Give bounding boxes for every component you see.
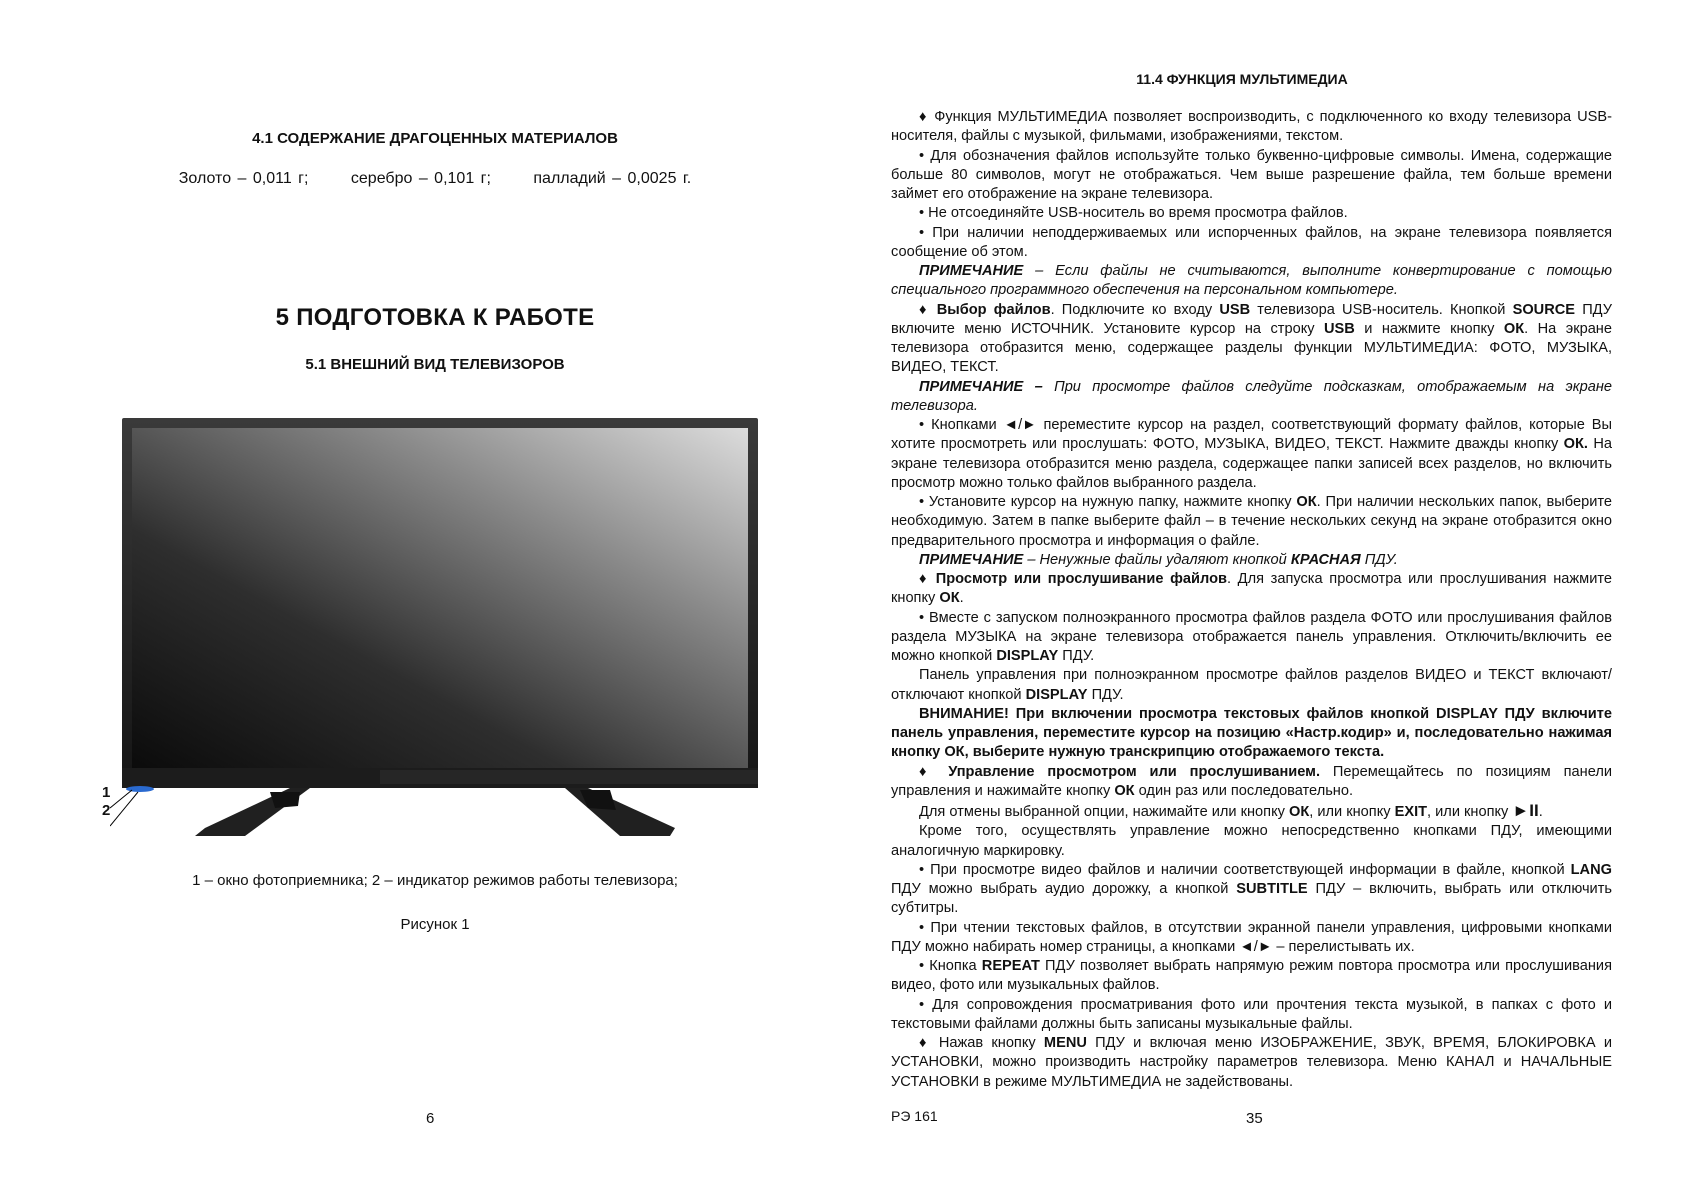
text: ПДУ – включить, выбрать или отключить субтитры. (891, 881, 1612, 917)
text: • При просмотре видео файлов и наличии соответствующей информации в файле, кнопкой (919, 861, 1571, 878)
paragraph (891, 801, 1612, 822)
text: ПДУ. (1058, 648, 1095, 664)
text: • Кнопка (919, 958, 982, 974)
key-exit: EXIT (1394, 804, 1428, 820)
paragraph: Кроме того, осуществлять управление можно непосредственно кнопками ПДУ, имеющими аналогичную маркировку. (891, 823, 1612, 859)
text: Перемещайтесь по позициям панели управления и нажимайте кнопку (891, 763, 1612, 799)
key-repeat: REPEAT (981, 958, 1040, 974)
key-display: DISPLAY (996, 648, 1059, 664)
key-ok: ОК (1114, 782, 1135, 799)
silver-content: серебро – 0,101 г; (350, 170, 491, 187)
gold-content: Золото – 0,011 г; (178, 170, 309, 187)
note-label: ПРИМЕЧАНИЕ – (919, 378, 1043, 395)
key-usb: USB (1324, 320, 1355, 337)
paragraph (891, 301, 1612, 378)
key-menu: MENU (1043, 1035, 1087, 1051)
paragraph (891, 763, 1612, 802)
body-text (891, 108, 1612, 1092)
page-number-left: 6 (426, 1110, 435, 1127)
key-source: SOURCE (1512, 301, 1576, 318)
section-title: 11.4 ФУНКЦИЯ МУЛЬТИМЕДИА (1136, 71, 1348, 87)
paragraph (891, 609, 1612, 667)
callout-labels (102, 784, 110, 820)
paragraph (891, 493, 1612, 551)
text: ПДУ можно выбрать аудио дорожку, а кнопкой (891, 881, 1237, 897)
paragraph: • Не отсоединяйте USB-носитель во время просмотра файлов. (919, 205, 1348, 222)
note-text: – Ненужные файлы удаляют кнопкой (1023, 551, 1291, 568)
text: один раз или последовательно. (1134, 782, 1354, 799)
paragraph: ♦ Функция МУЛЬТИМЕДИА позволяет воспроизводить, с подключенного ко входу телевизора USB-носителя, файлы с музыкой, фильмами, изображениями, текстом. (891, 109, 1612, 145)
text: , или кнопку (1427, 804, 1513, 820)
warning-paragraph: ВНИМАНИЕ! При включении просмотра текстовых файлов кнопкой DISPLAY ПДУ включите панель управления, переместите курсор на позицию «Настр.кодир» и, последовательно нажимая кнопку ОК, выберите нужную транскрипцию отображаемого текста. (891, 705, 1612, 761)
paragraph (891, 1034, 1612, 1092)
heading-precious-materials: 4.1 СОДЕРЖАНИЕ ДРАГОЦЕННЫХ МАТЕРИАЛОВ (252, 130, 618, 147)
text: ♦ Нажав кнопку (919, 1035, 1044, 1051)
callout-1: 1 (102, 784, 111, 801)
text: . Подключите ко входу (1050, 301, 1220, 318)
key-lang: LANG (1570, 861, 1612, 878)
heading-tv-appearance: 5.1 ВНЕШНИЙ ВИД ТЕЛЕВИЗОРОВ (305, 356, 565, 373)
text: . Для запуска просмотра или прослушивания нажмите кнопку (891, 571, 1612, 607)
page-number-right: 35 (1246, 1110, 1263, 1127)
paragraph (891, 861, 1612, 919)
tv-illustration (110, 418, 770, 838)
tv-stand-right (565, 788, 675, 836)
callout-2: 2 (102, 802, 111, 819)
text: ПДУ позволяет выбрать напрямую режим повтора просмотра или прослушивания видео, фото или музыкальных файлов. (891, 958, 1612, 994)
play-pause-icon: ►II (1512, 801, 1539, 820)
text: , или кнопку (1309, 804, 1395, 820)
note-paragraph (891, 378, 1612, 417)
text: • Установите курсор на нужную папку, нажмите кнопку (919, 494, 1297, 510)
paragraph: • При чтении текстовых файлов, в отсутствии экранной панели управления, цифровыми кнопками ПДУ можно набирать номер страницы, а кнопками ◄/► – перелистывать их. (891, 919, 1612, 955)
text: и нажмите кнопку (1354, 320, 1504, 337)
paragraph: • При наличии неподдерживаемых или испорченных файлов, на экране телевизора появляется сообщение об этом. (891, 224, 1612, 260)
key-usb: USB (1219, 301, 1251, 318)
paragraph (891, 957, 1612, 996)
metals-line (0, 170, 870, 188)
paragraph (891, 666, 1612, 705)
text: ПДУ включите меню ИСТОЧНИК. Установите курсор на строку (891, 301, 1613, 337)
key-display: DISPLAY (1025, 686, 1088, 703)
note-paragraph (891, 551, 1612, 570)
text: . При наличии нескольких папок, выберите необходимую. Затем в папке выберите файл – в течение нескольких секунд на экране отобразится окно предварительного просмотра и информация о файле. (891, 494, 1613, 549)
note-text: – Если файлы не считываются, выполните конвертирование с помощью специального программного обеспечения на персональном компьютере. (891, 263, 1612, 299)
text: . (959, 590, 964, 607)
tv-figure (102, 418, 770, 838)
text: телевизора USB-носитель. Кнопкой (1250, 301, 1513, 318)
bold-lead: ♦ Просмотр или прослушивание файлов (919, 571, 1227, 587)
text: На экране телевизора отобразится меню раздела, содержащее папки записей всех разделов, но включить просмотр можно только файлов выбранного раздела. (891, 436, 1612, 491)
key-subtitle: SUBTITLE (1236, 881, 1308, 897)
paragraph: • Для обозначения файлов используйте только буквенно-цифровые символы. Имена, содержащие больше 80 символов, могут не отображаться. Чем выше разрешение файла, тем больше времени займет его отображение на экране телевизора. (891, 147, 1612, 202)
document-code: РЭ 161 (891, 1108, 938, 1124)
text: . На экране телевизора отобразится меню, содержащее разделы функции МУЛЬТИМЕДИА: ФОТО, МУЗЫКА, ВИДЕО, ТЕКСТ. (891, 320, 1612, 376)
figure-caption: Рисунок 1 (400, 916, 470, 933)
note-label: ПРИМЕЧАНИЕ (919, 551, 1024, 568)
key-red: КРАСНАЯ (1290, 551, 1361, 568)
key-ok: ОК (939, 590, 960, 607)
note-paragraph (891, 262, 1612, 301)
tv-screen (132, 428, 748, 768)
text: Панель управления при полноэкранном просмотре файлов разделов ВИДЕО и ТЕКСТ включают/отключают кнопкой (891, 667, 1612, 703)
text: • Вместе с запуском полноэкранного просмотра файлов раздела ФОТО или прослушивания файлов раздела МУЗЫКА на экране телевизора отображается панель управления. Отключить/включить ее можно кнопкой (891, 609, 1612, 664)
key-ok: ОК (1503, 320, 1525, 337)
bold-lead: ♦ Управление просмотром или прослушиванием. (919, 763, 1321, 780)
right-page (870, 0, 1682, 1190)
key-ok: ОК. (1563, 436, 1588, 453)
paragraph: • Для сопровождения просматривания фото или прочтения текста музыкой, в папках с фото и текстовыми файлами должны быть записаны музыкальные файлы. (891, 996, 1612, 1032)
figure-legend: 1 – окно фотоприемника; 2 – индикатор режимов работы телевизора; (192, 872, 678, 889)
text: Для отмены выбранной опции, нажимайте или кнопку (919, 804, 1289, 820)
note-text: При просмотре файлов следуйте подсказкам, отображаемым на экране телевизора. (891, 378, 1612, 414)
note-text: ПДУ. (1360, 551, 1398, 568)
key-ok: ОК (1288, 804, 1310, 820)
bold-lead: ♦ Выбор файлов (919, 301, 1051, 318)
palladium-content: палладий – 0,0025 г. (533, 170, 692, 187)
paragraph (891, 570, 1612, 609)
note-label: ПРИМЕЧАНИЕ (919, 263, 1024, 279)
text: • Кнопками ◄/► переместите курсор на раздел, соответствующий формату файлов, которые Вы хотите просмотреть или прослушать: ФОТО, МУЗЫКА, ВИДЕО, ТЕКСТ. Нажмите дважды кнопку (891, 417, 1612, 453)
text: ПДУ и включая меню ИЗОБРАЖЕНИЕ, ЗВУК, ВРЕМЯ, БЛОКИРОВКА и УСТАНОВКИ, можно производить настройку параметров телевизора. Меню КАНАЛ и НАЧАЛЬНЫЕ УСТАНОВКИ в режиме МУЛЬТИМЕДИА не задействованы. (891, 1035, 1612, 1090)
text: ПДУ. (1087, 686, 1124, 703)
key-ok: ОК (1296, 494, 1317, 510)
chapter-title: 5 ПОДГОТОВКА К РАБОТЕ (275, 304, 595, 331)
paragraph (891, 416, 1612, 493)
text: . (1538, 804, 1543, 820)
